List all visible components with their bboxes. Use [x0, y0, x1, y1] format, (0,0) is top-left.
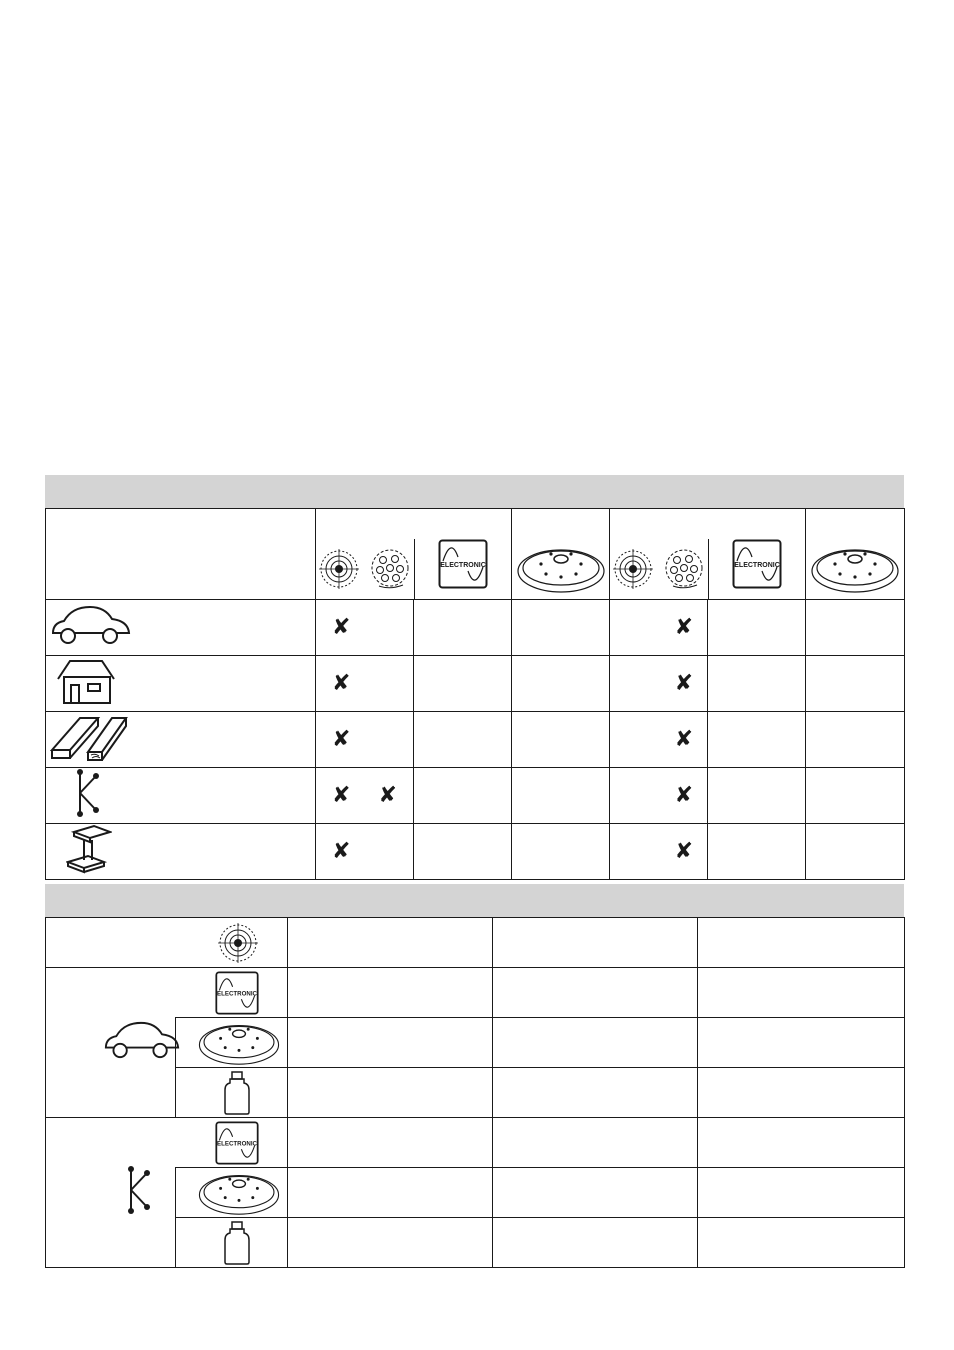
orbit-pattern-icon [318, 548, 360, 590]
row-left-cells [316, 712, 610, 768]
sanding-pad-icon [195, 1020, 283, 1066]
settings-table-header-bar [45, 884, 904, 917]
row-icon-cell [176, 968, 288, 1018]
row-right-cells [610, 824, 905, 880]
row-left-cells [316, 768, 610, 824]
row-right-cells [610, 600, 905, 656]
cross-mark: ✘ [332, 838, 351, 864]
table-row [46, 1118, 905, 1168]
table-row [46, 656, 905, 712]
pad-holes-icon [663, 548, 705, 590]
electronic-icon [215, 971, 259, 1015]
row-icon-cell [176, 1018, 288, 1068]
table-row [46, 824, 905, 880]
cross-mark: ✘ [378, 782, 397, 808]
settings-cell [698, 968, 905, 1018]
polish-bottle-icon [223, 1070, 251, 1116]
settings-cell [493, 1068, 698, 1118]
electronic-icon [438, 539, 488, 589]
settings-cell [493, 1118, 698, 1168]
settings-cell [698, 1168, 905, 1218]
settings-header-cell [46, 918, 288, 968]
settings-cell [288, 1168, 493, 1218]
settings-cell [698, 1018, 905, 1068]
row-icon-cell [46, 656, 316, 712]
settings-cell [288, 1018, 493, 1068]
header-right-orbit [610, 509, 708, 600]
settings-cell [698, 1118, 905, 1168]
orbit-pattern-icon [612, 548, 654, 590]
svg-text:ELECTRONIC: ELECTRONIC [734, 562, 780, 569]
header-right-electronic [708, 509, 806, 600]
cross-mark: ✘ [332, 614, 351, 640]
row-right-cells [610, 712, 905, 768]
settings-cell [698, 1068, 905, 1118]
cross-mark: ✘ [674, 726, 693, 752]
header-left-electronic [414, 509, 512, 600]
car-icon [50, 603, 132, 647]
header-left-pad [512, 509, 610, 600]
settings-cell [698, 1218, 905, 1268]
row-left-cells [316, 824, 610, 880]
group-icon-cell [46, 1118, 176, 1268]
row-left-cells [316, 656, 610, 712]
cross-mark: ✘ [674, 838, 693, 864]
row-right-cells [610, 656, 905, 712]
branch-nodes-icon [74, 768, 102, 818]
sanding-pad-icon [516, 544, 606, 594]
house-icon [56, 657, 118, 705]
header-right-pad [806, 509, 905, 600]
row-icon-cell [46, 768, 316, 824]
cross-mark: ✘ [332, 670, 351, 696]
settings-cell [493, 1168, 698, 1218]
settings-cell [288, 968, 493, 1018]
settings-cell [288, 918, 493, 968]
electronic-icon [215, 1121, 259, 1165]
settings-cell [288, 1068, 493, 1118]
header-empty-cell [46, 509, 316, 600]
header-left-orbit [316, 509, 414, 600]
svg-text:ELECTRONIC: ELECTRONIC [440, 562, 486, 569]
svg-text:ELECTRONIC: ELECTRONIC [216, 990, 258, 998]
settings-cell [493, 968, 698, 1018]
table-row [46, 712, 905, 768]
row-icon-cell [46, 712, 316, 768]
row-icon-cell [176, 1068, 288, 1118]
settings-cell [493, 1218, 698, 1268]
cross-mark: ✘ [674, 670, 693, 696]
application-table [45, 508, 905, 880]
table-row [46, 600, 905, 656]
sanding-pad-icon [195, 1170, 283, 1216]
row-icon-cell [46, 600, 316, 656]
group-icon-cell [46, 968, 176, 1118]
polish-bottle-icon [223, 1220, 251, 1266]
sanding-pad-icon [810, 544, 900, 594]
cross-mark: ✘ [332, 726, 351, 752]
table-row [46, 768, 905, 824]
steel-beam-icon [66, 824, 112, 874]
cross-mark: ✘ [674, 614, 693, 640]
cross-mark: ✘ [674, 782, 693, 808]
row-right-cells [610, 768, 905, 824]
row-icon-cell [176, 1218, 288, 1268]
settings-cell [493, 918, 698, 968]
application-table-header-bar [45, 475, 904, 508]
settings-cell [698, 918, 905, 968]
row-icon-cell [176, 1118, 288, 1168]
svg-text:ELECTRONIC: ELECTRONIC [216, 1140, 258, 1148]
electronic-icon [732, 539, 782, 589]
row-left-cells [316, 600, 610, 656]
row-icon-cell [176, 1168, 288, 1218]
wood-boards-icon [50, 712, 128, 762]
row-icon-cell [46, 824, 316, 880]
settings-cell [288, 1218, 493, 1268]
settings-cell [493, 1018, 698, 1068]
orbit-pattern-icon [217, 922, 259, 964]
branch-nodes-icon [125, 1165, 153, 1215]
table-row [46, 968, 905, 1018]
car-icon [103, 1019, 181, 1061]
settings-cell [288, 1118, 493, 1168]
pad-holes-icon [369, 548, 411, 590]
settings-table [45, 917, 905, 1268]
cross-mark: ✘ [332, 782, 351, 808]
